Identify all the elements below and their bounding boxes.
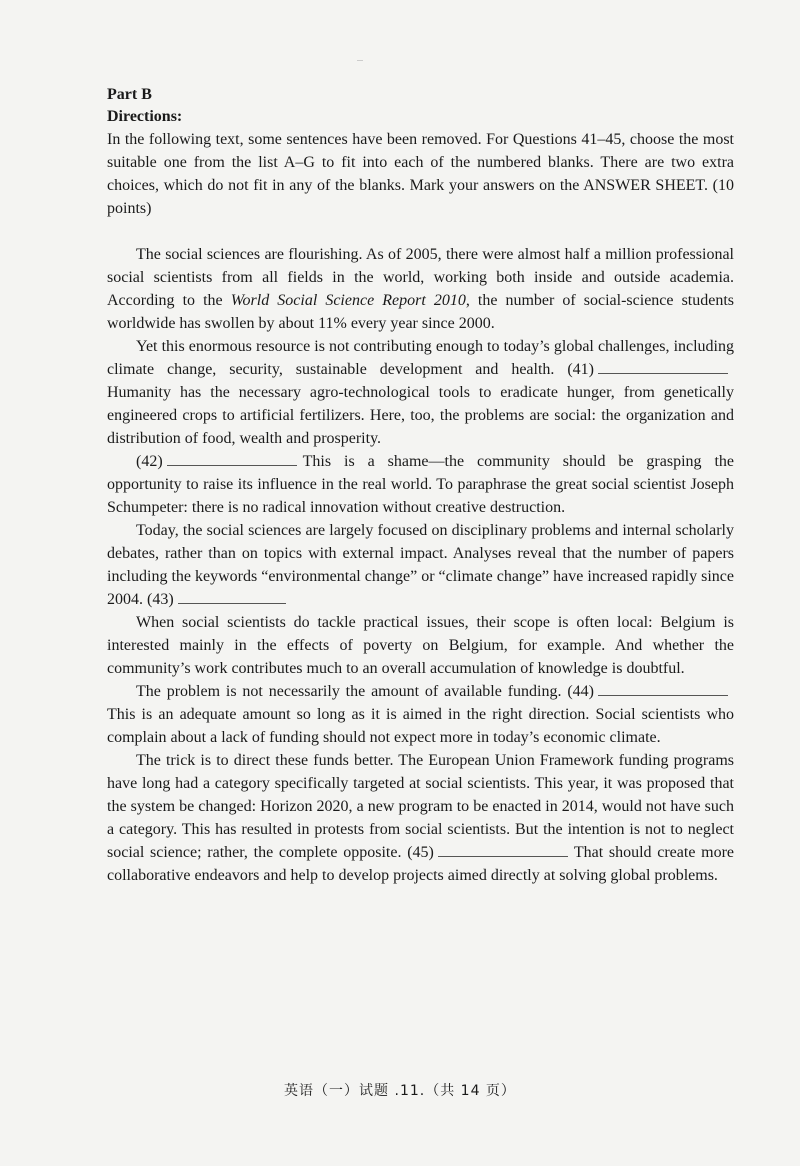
paragraph-5: When social scientists do tackle practical issues, their scope is often local: Belgium is interested mainly in the effects of poverty on Belgium, for example. And whether the community’s work contributes much to an overall accumulation of knowledge is doubtful. [107, 614, 734, 677]
paragraph-2-text-a: Yet this enormous resource is not contributing enough to today’s global challenges, including climate change, security, sustainable development and health. [107, 338, 734, 378]
question-43-blank [178, 589, 286, 604]
paragraph-2 [107, 335, 734, 450]
paragraph-7-text-b: That should create more collaborative endeavors and help to develop projects aimed directly at solving global problems. [107, 844, 735, 884]
paragraph-6-text-a: The problem is not necessarily the amount of available funding. [136, 683, 562, 700]
paragraph-6 [107, 680, 734, 749]
paragraph-3-text: This is a shame—the community should be grasping the opportunity to raise its influence in the real world. To paraphrase the great social scientist Joseph Schumpeter: there is no radical innovation without creative destruction. [107, 453, 734, 516]
part-heading: Part B [107, 86, 152, 103]
question-45-number: (45) [407, 844, 434, 861]
paragraph-1-text-a: The social sciences are flourishing. As of 2005, there were almost half a million professional social scientists from all fields in the world, working both inside and outside academia. According to the [107, 246, 734, 309]
directions-heading: Directions: [107, 108, 183, 125]
exam-page [107, 84, 734, 887]
paragraph-7 [107, 749, 734, 887]
question-41-blank [598, 359, 728, 374]
report-title: World Social Science Report 2010 [230, 292, 466, 309]
scan-mark [357, 60, 363, 61]
paragraph-7-text-a: The trick is to direct these funds better. The European Union Framework funding programs have long had a category specifically targeted at social scientists. This year, it was proposed that the system be changed: Horizon 2020, a new program to be enacted in 2014, would not have such a category. This has resulted in protests from social scientists. But the intention is not to neglect social science; rather, the complete opposite. [107, 752, 734, 861]
question-44-number: (44) [567, 683, 594, 700]
paragraph-4-text: Today, the social sciences are largely focused on disciplinary problems and internal scholarly debates, rather than on topics with external impact. Analyses reveal that the number of papers including the keywords “environmental change” or “climate change” have increased rapidly since 2004. [107, 522, 734, 608]
question-42-blank [167, 451, 297, 466]
directions-text: In the following text, some sentences have been removed. For Questions 41–45, choose the most suitable one from the list A–G to fit into each of the numbered blanks. There are two extra choices, which do not fit in any of the blanks. Mark your answers on the ANSWER SHEET. (10 points) [107, 131, 734, 217]
question-45-blank [438, 842, 568, 857]
paragraph-1 [107, 243, 734, 335]
paragraph-1-text-b: , the number of social-science students worldwide has swollen by about 11% every year since 2000. [107, 292, 735, 332]
paragraph-2-text-b: Humanity has the necessary agro-technological tools to eradicate hunger, from genetically engineered crops to artificial fertilizers. Here, too, the problems are social: the organization and distribution of food, wealth and prosperity. [107, 384, 734, 447]
reading-passage [107, 243, 734, 887]
paragraph-6-text-b: This is an adequate amount so long as it is aimed in the right direction. Social scientists who complain about a lack of funding should not expect more in today’s economic climate. [107, 706, 734, 746]
question-44-blank [598, 681, 728, 696]
question-42-number: (42) [136, 453, 163, 470]
question-41-number: (41) [567, 361, 594, 378]
question-43-number: (43) [147, 591, 174, 608]
page-footer: 英语（一）试题 .11.（共 14 页） [284, 1083, 516, 1099]
paragraph-4 [107, 519, 734, 611]
paragraph-3 [107, 450, 734, 519]
